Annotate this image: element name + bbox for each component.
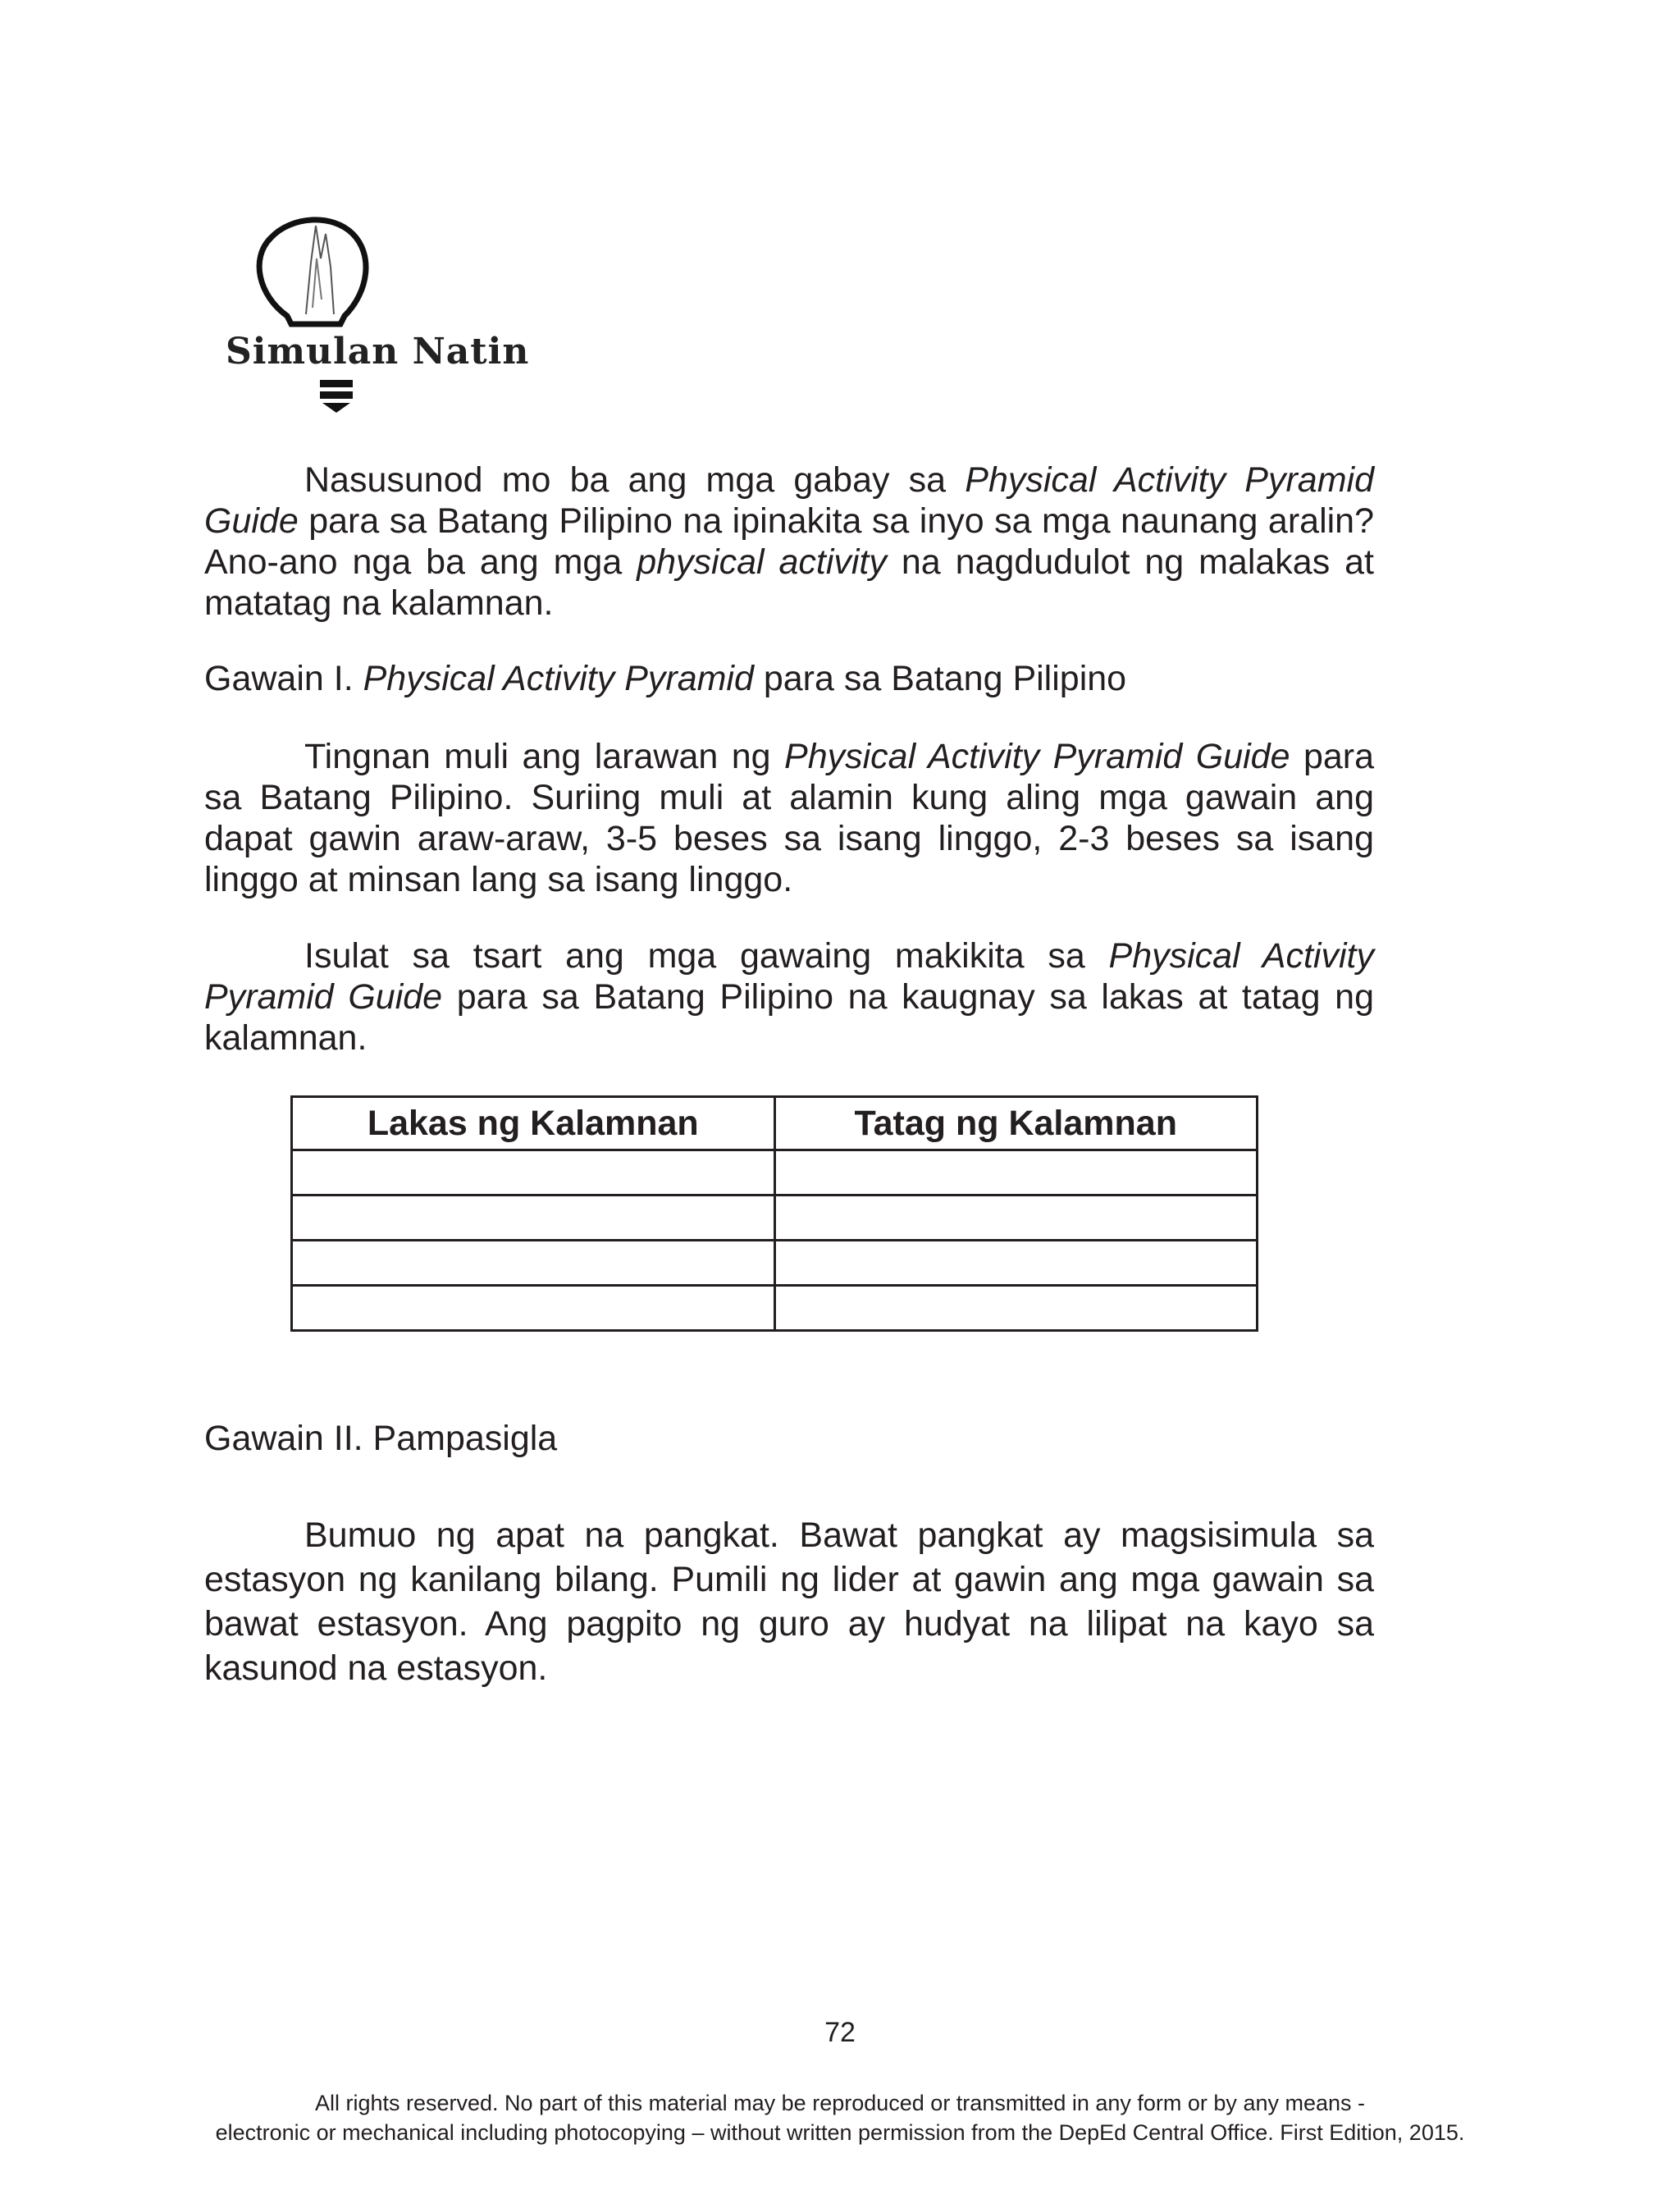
gawain-1-p2-text-1: Isulat sa tsart ang mga gawaing makikita sa (304, 936, 1109, 976)
intro-paragraph (204, 459, 1374, 624)
gawain-2-heading: Gawain II. Pampasigla (204, 1419, 558, 1458)
copyright-line-2: electronic or mechanical including photocopying – without written permission from the DepEd Central Office. First Edition, 2015. (215, 2120, 1465, 2145)
logo-title: Simulan Natin (226, 331, 530, 373)
gawain-1-heading (204, 658, 1126, 699)
blank-cell[interactable] (774, 1150, 1258, 1196)
gawain-1-p1-italic: Physical Activity Pyramid Guide (784, 737, 1290, 776)
copyright-line-1: All rights reserved. No part of this material may be reproduced or transmitted in any form or by any means - (314, 2091, 1366, 2115)
kalamnan-chart-table (290, 1095, 1258, 1332)
simulan-natin-logo (209, 209, 554, 455)
table-row (292, 1196, 1258, 1241)
gawain-2-text: Bumuo ng apat na pangkat. Bawat pangkat ay magsisimula sa estasyon ng kanilang bilang. Pumili ng lider at gawin ang mga gawain sa bawat estasyon. Ang pagpito ng guro ay hudyat na lilipat na kayo sa kasunod na estasyon. (204, 1516, 1374, 1688)
gawain-1-p2-text-2: para sa Batang Pilipino na kaugnay sa lakas at tatag ng kalamnan. (204, 977, 1374, 1058)
gawain-1-heading-prefix: Gawain I. (204, 659, 363, 698)
blank-cell[interactable] (774, 1196, 1258, 1241)
column-header-tatag: Tatag ng Kalamnan (774, 1097, 1258, 1150)
intro-italic-1: Physical Activity Pyramid Guide (204, 460, 1375, 541)
blank-cell[interactable] (292, 1286, 775, 1331)
gawain-1-paragraph-1 (204, 736, 1374, 900)
blank-cell[interactable] (774, 1241, 1258, 1286)
blank-cell[interactable] (774, 1286, 1258, 1331)
column-header-lakas: Lakas ng Kalamnan (292, 1097, 775, 1150)
blank-cell[interactable] (292, 1150, 775, 1196)
blank-cell[interactable] (292, 1196, 775, 1241)
gawain-1-heading-suffix: para sa Batang Pilipino (753, 659, 1127, 698)
table-row (292, 1150, 1258, 1196)
gawain-1-paragraph-2 (204, 935, 1374, 1058)
page-number: 72 (824, 2017, 856, 2048)
blank-cell[interactable] (292, 1241, 775, 1286)
gawain-1-p2-italic: Physical Activity Pyramid Guide (204, 936, 1374, 1017)
intro-text-2: para sa Batang Pilipino na ipinakita sa inyo sa mga naunang aralin? Ano-ano nga ba ang mga (204, 501, 1374, 582)
gawain-1-p1-text-2: para sa Batang Pilipino. Suriing muli at alamin kung aling mga gawain ang dapat gawin araw-araw, 3-5 beses sa isang linggo, 2-3 beses sa isang linggo at minsan lang sa isang linggo. (204, 737, 1375, 899)
table-row (292, 1241, 1258, 1286)
table-header-row (292, 1097, 1258, 1150)
gawain-2-paragraph (204, 1513, 1374, 1690)
gawain-1-p1-text-1: Tingnan muli ang larawan ng (304, 737, 785, 776)
table-row (292, 1286, 1258, 1331)
intro-text-1: Nasusunod mo ba ang mga gabay sa (304, 460, 966, 500)
gawain-1-heading-italic: Physical Activity Pyramid (363, 659, 754, 698)
intro-text-3: na nagdudulot ng malakas at matatag na kalamnan. (204, 542, 1374, 623)
intro-italic-2: physical activity (637, 542, 887, 582)
